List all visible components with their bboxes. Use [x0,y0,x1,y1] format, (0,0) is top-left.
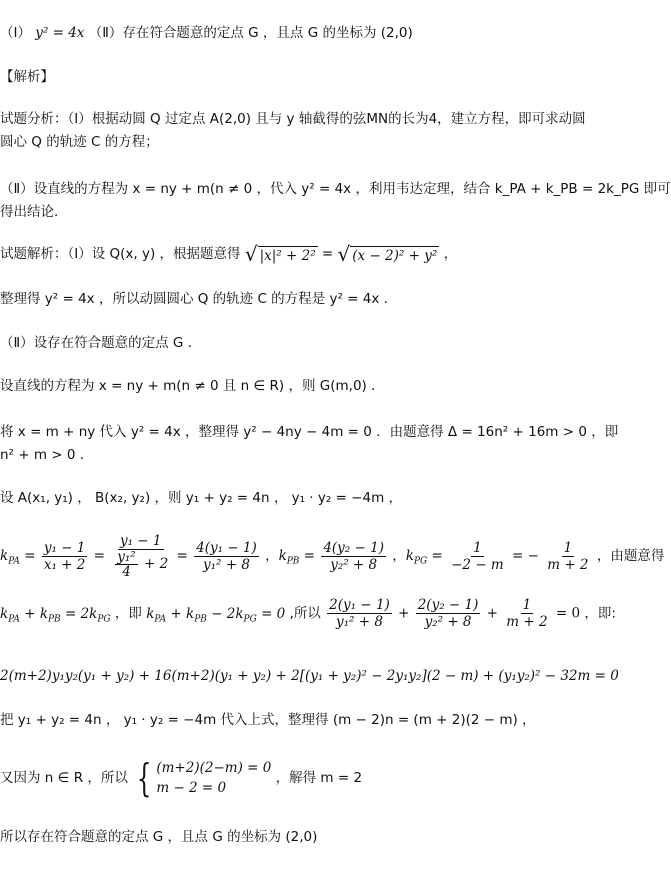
solution-prefix: 试题解析：（Ⅰ）设 Q(x, y) ，根据题意得 [0,246,241,262]
conclusion-line: 所以存在符合题意的定点 G ，且点 G 的坐标为 (2,0) [0,829,318,845]
analysis-line-4: 得出结论． [0,204,68,220]
solution-line-4: 设直线的方程为 x = ny + m(n ≠ 0 且 n ∈ R) ，则 G(m,0) ． [0,378,385,394]
sqrt-right: √ (x − 2)² + y² [337,242,438,266]
system-prefix: 又因为 n ∈ R ，所以 [0,770,128,786]
solution-line-5: 将 x = m + ny 代入 y² = 4x ，整理得 y² − 4ny − 4m = 0 ．由题意得 Δ = 16n² + 16m > 0 ，即 [0,424,619,440]
solution-line-3: （Ⅱ）设存在符合题意的定点 G ． [0,335,202,351]
answer-part2: （Ⅱ）存在符合题意的定点 G ，且点 G 的坐标为 (2,0) [88,25,413,41]
analysis-line-2: 圆心 Q 的轨迹 C 的方程； [0,134,159,150]
solution-line-6: n² + m > 0 ． [0,447,94,463]
solution-line-1: 试题解析：（Ⅰ）设 Q(x, y) ，根据题意得 √ |x|² + 2² = √ (x − 2)² + y² ， [0,242,458,266]
analysis-line-1: 试题分析：（Ⅰ）根据动圆 Q 过定点 A(2,0) 且与 y 轴截得的弦MN的长为4，建立方程，即可求动圆 [0,111,586,127]
condition-line: $k_{PA} + k_{PB} = 2k_{PG}$ ，即 $k_{PA} + k_{PB} - 2k_{PG} = 0$ ,所以 $\frac{\text{2(y₁ − 1)}}{\text{y₁² + 8}}$ + $\frac{\text{2(y₂ − 1)}}{\text{y₂² + 8}}$ + $\frac{1}{m + 2}$ = 0 ，即: [0,597,616,630]
condition-tail: ，即: [584,605,616,622]
jiexi-heading: 【解析】 [0,69,54,85]
solution-line-7: 设 A(x₁, y₁) ， B(x₂, y₂) ，则 y₁ + y₂ = 4n ， y₁ · y₂ = −4m ， [0,490,403,506]
answer-part1: （Ⅰ） [0,25,31,41]
answer-equation: y² = 4x [35,25,85,41]
solution-line-2: 整理得 y² = 4x ，所以动圆圆心 Q 的轨迹 C 的方程是 y² = 4x ． [0,291,398,307]
slopes-tail: ，由题意得 [596,548,665,564]
slopes-line: $k_{PA}$ = $\frac{\text{y₁ − 1}}{\text{x₁ + 2}}$ = y₁ − 1 $\frac{\text{y₁²}}{4}$ + 2 = $\frac{\text{4(y₁ − 1)}}{\text{y₁² + 8}}$ ，$k_{PB}$ = $\frac{\text{4(y₂ − 1)}}{\text{y₂² + 8}}$ ，$k_{PG}$ = $\frac{1}{-2 - m}$ = − $\frac{1}{m + 2}$ ，由题意得 [0,533,665,580]
equation-system: { (m+2)(2−m) = 0 m − 2 = 0 [137,756,272,800]
system-row-2: m − 2 = 0 [156,780,227,796]
sqrt-left: √ |x|² + 2² [244,242,316,266]
system-row-1: (m+2)(2−m) = 0 [156,760,272,776]
system-tail: ，解得 m = 2 [275,770,363,786]
substitution-line: 把 y₁ + y₂ = 4n ， y₁ · y₂ = −4m 代入上式，整理得 (m − 2)n = (m + 2)(2 − m) ， [0,712,536,728]
analysis-line-3: （Ⅱ）设直线的方程为 x = ny + m(n ≠ 0 ，代入 y² = 4x ，利用韦达定理，结合 k_PA + k_PB = 2k_PG 即可 [0,181,671,197]
long-equation: 2(m+2)y₁y₂(y₁ + y₂) + 16(m+2)(y₁ + y₂) + 2[(y₁ + y₂)² − 2y₁y₂](2 − m) + (y₁y₂)² − 32m = 0 [0,668,619,684]
condition-mid: ，即 [114,605,142,622]
answer-line [0,24,626,42]
system-line [0,758,626,798]
